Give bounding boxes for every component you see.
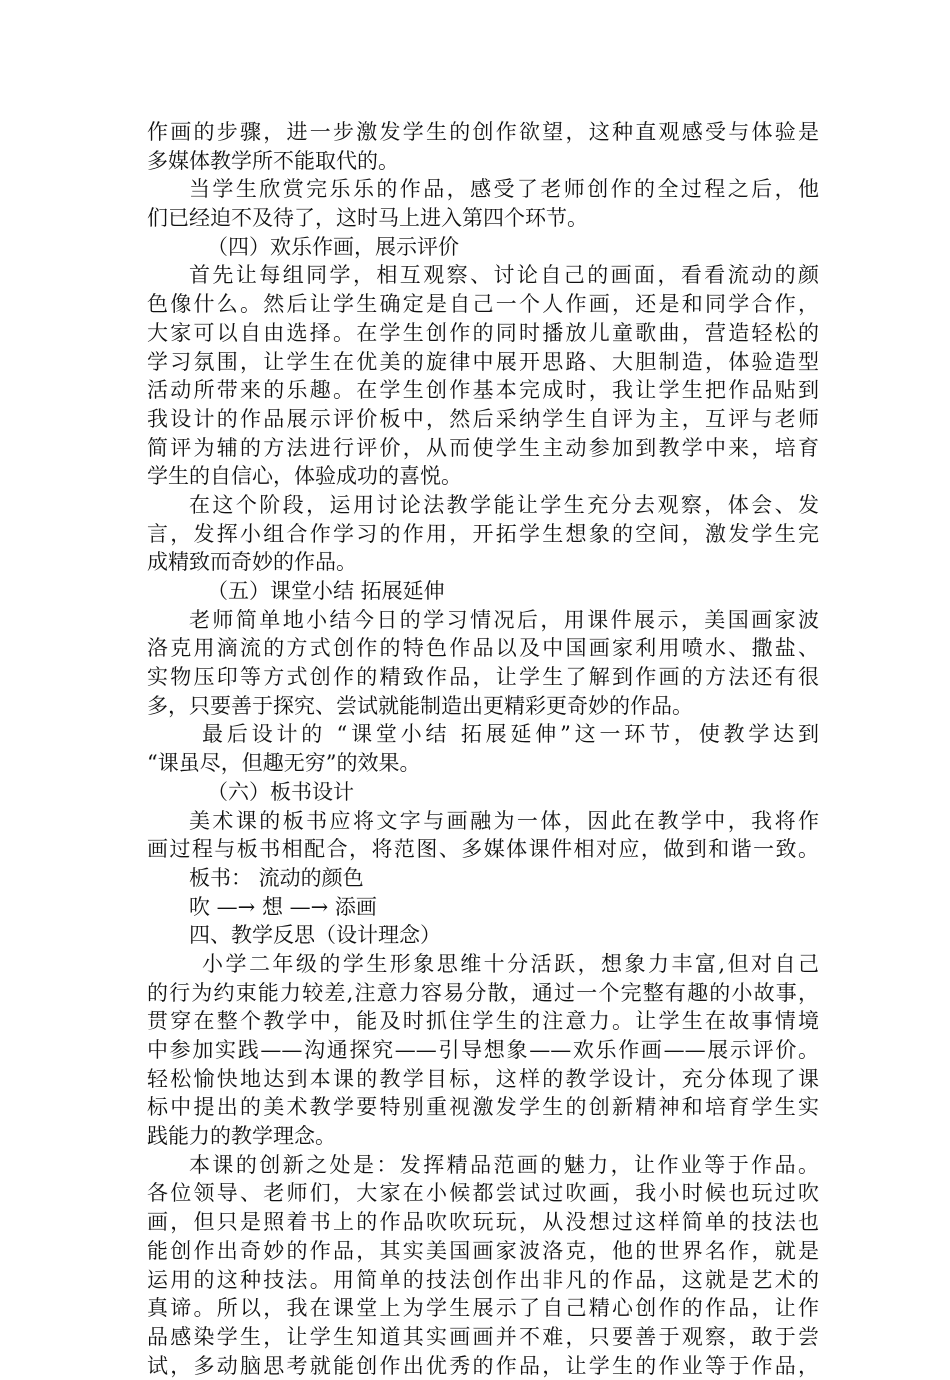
paragraph-line: 当学生欣赏完乐乐的作品，感受了老师创作的全过程之后，他 [189, 177, 819, 202]
section-heading: 四、教学反思（设计理念） [189, 923, 441, 948]
paragraph-line: 各位领导、老师们，大家在小候都尝试过吹画，我小时候也玩过吹 [147, 1181, 819, 1206]
section-heading: （四）欢乐作画，展示评价 [207, 234, 459, 259]
paragraph-line: 试，多动脑思考就能创作出优秀的作品，让学生的作业等于作品， [147, 1353, 819, 1378]
paragraph-line: 践能力的教学理念。 [147, 1124, 336, 1149]
paragraph-line: 色像什么。然后让学生确定是自己一个人作画，还是和同学合作， [147, 292, 819, 317]
paragraph-line: 学生的自信心，体验成功的喜悦。 [147, 464, 462, 489]
paragraph-line: 本课的创新之处是：发挥精品范画的魅力，让作业等于作品。 [189, 1152, 819, 1177]
paragraph-line: 多媒体教学所不能取代的。 [147, 148, 399, 173]
paragraph-line: “课虽尽，但趣无穷”的效果。 [147, 751, 421, 776]
section-heading: （六）板书设计 [207, 779, 354, 804]
document-body [147, 118, 819, 1380]
paragraph-line: 老师简单地小结今日的学习情况后，用课件展示，美国画家波 [189, 607, 819, 632]
paragraph-line: 运用的这种技法。用简单的技法创作出非凡的作品，这就是艺术的 [147, 1267, 819, 1292]
paragraph-line: 学习氛围，让学生在优美的旋律中展开思路、大胆制造，体验造型 [147, 349, 819, 374]
paragraph-line: 我设计的作品展示评价板中，然后采纳学生自评为主，互评与老师 [147, 406, 819, 431]
paragraph-line: 贯穿在整个教学中，能及时抓住学生的注意力。让学生在故事情境 [147, 1009, 819, 1034]
paragraph-line: 成精致而奇妙的作品。 [147, 550, 357, 575]
paragraph-line: 洛克用滴流的方式创作的特色作品以及中国画家利用喷水、撒盐、 [147, 636, 819, 661]
paragraph-line: 小学二年级的学生形象思维十分活跃，想象力丰富,但对自己 [202, 951, 819, 976]
paragraph-line: 轻松愉快地达到本课的教学目标，这样的教学设计，充分体现了课 [147, 1066, 819, 1091]
board-flow: 吹 —→ 想 —→ 添画 [189, 894, 377, 919]
paragraph-line: 们已经迫不及待了，这时马上进入第四个环节。 [147, 206, 588, 231]
paragraph-line: 言，发挥小组合作学习的作用，开拓学生想象的空间，激发学生完 [147, 521, 819, 546]
paragraph-line: 真谛。所以，我在课堂上为学生展示了自己精心创作的作品，让作 [147, 1296, 819, 1321]
paragraph-line: 品感染学生，让学生知道其实画画并不难，只要善于观察，敢于尝 [147, 1324, 819, 1349]
section-heading: （五）课堂小结 拓展延伸 [207, 579, 445, 603]
paragraph-line: 作画的步骤，进一步激发学生的创作欲望，这种直观感受与体验是 [147, 120, 819, 144]
paragraph-line: 能创作出奇妙的作品，其实美国画家波洛克，他的世界名作，就是 [147, 1238, 819, 1263]
paragraph-line: 首先让每组同学，相互观察、讨论自己的画面，看看流动的颜 [189, 263, 819, 288]
paragraph-line: 在这个阶段，运用讨论法教学能让学生充分去观察，体会、发 [189, 492, 819, 517]
paragraph-line: 实物压印等方式创作的精致作品，让学生了解到作画的方法还有很 [147, 665, 819, 690]
paragraph-line: 的行为约束能力较差,注意力容易分散，通过一个完整有趣的小故事， [147, 980, 819, 1005]
paragraph-line: 中参加实践——沟通探究——引导想象——欢乐作画——展示评价。 [147, 1038, 819, 1062]
paragraph-line: 简评为辅的方法进行评价，从而使学生主动参加到教学中来，培育 [147, 435, 819, 460]
paragraph-line: 多，只要善于探究、尝试就能制造出更精彩更奇妙的作品。 [147, 693, 693, 718]
paragraph-line: 画过程与板书相配合，将范图、多媒体课件相对应，做到和谐一致。 [147, 837, 819, 862]
paragraph-line: 大家可以自由选择。在学生创作的同时播放儿童歌曲，营造轻松的 [147, 320, 819, 345]
paragraph-line: 标中提出的美术教学要特别重视激发学生的创新精神和培育学生实 [147, 1095, 819, 1120]
paragraph-line: 画，但只是照着书上的作品吹吹玩玩，从没想过这样简单的技法也 [147, 1210, 819, 1235]
paragraph-line: 美术课的板书应将文字与画融为一体，因此在教学中，我将作 [189, 808, 819, 833]
paragraph-line: 活动所带来的乐趣。在学生创作基本完成时，我让学生把作品贴到 [147, 378, 819, 403]
board-title: 板书： 流动的颜色 [189, 865, 364, 890]
paragraph-line: 最后设计的 “课堂小结 拓展延伸”这一环节，使教学达到 [202, 722, 819, 747]
